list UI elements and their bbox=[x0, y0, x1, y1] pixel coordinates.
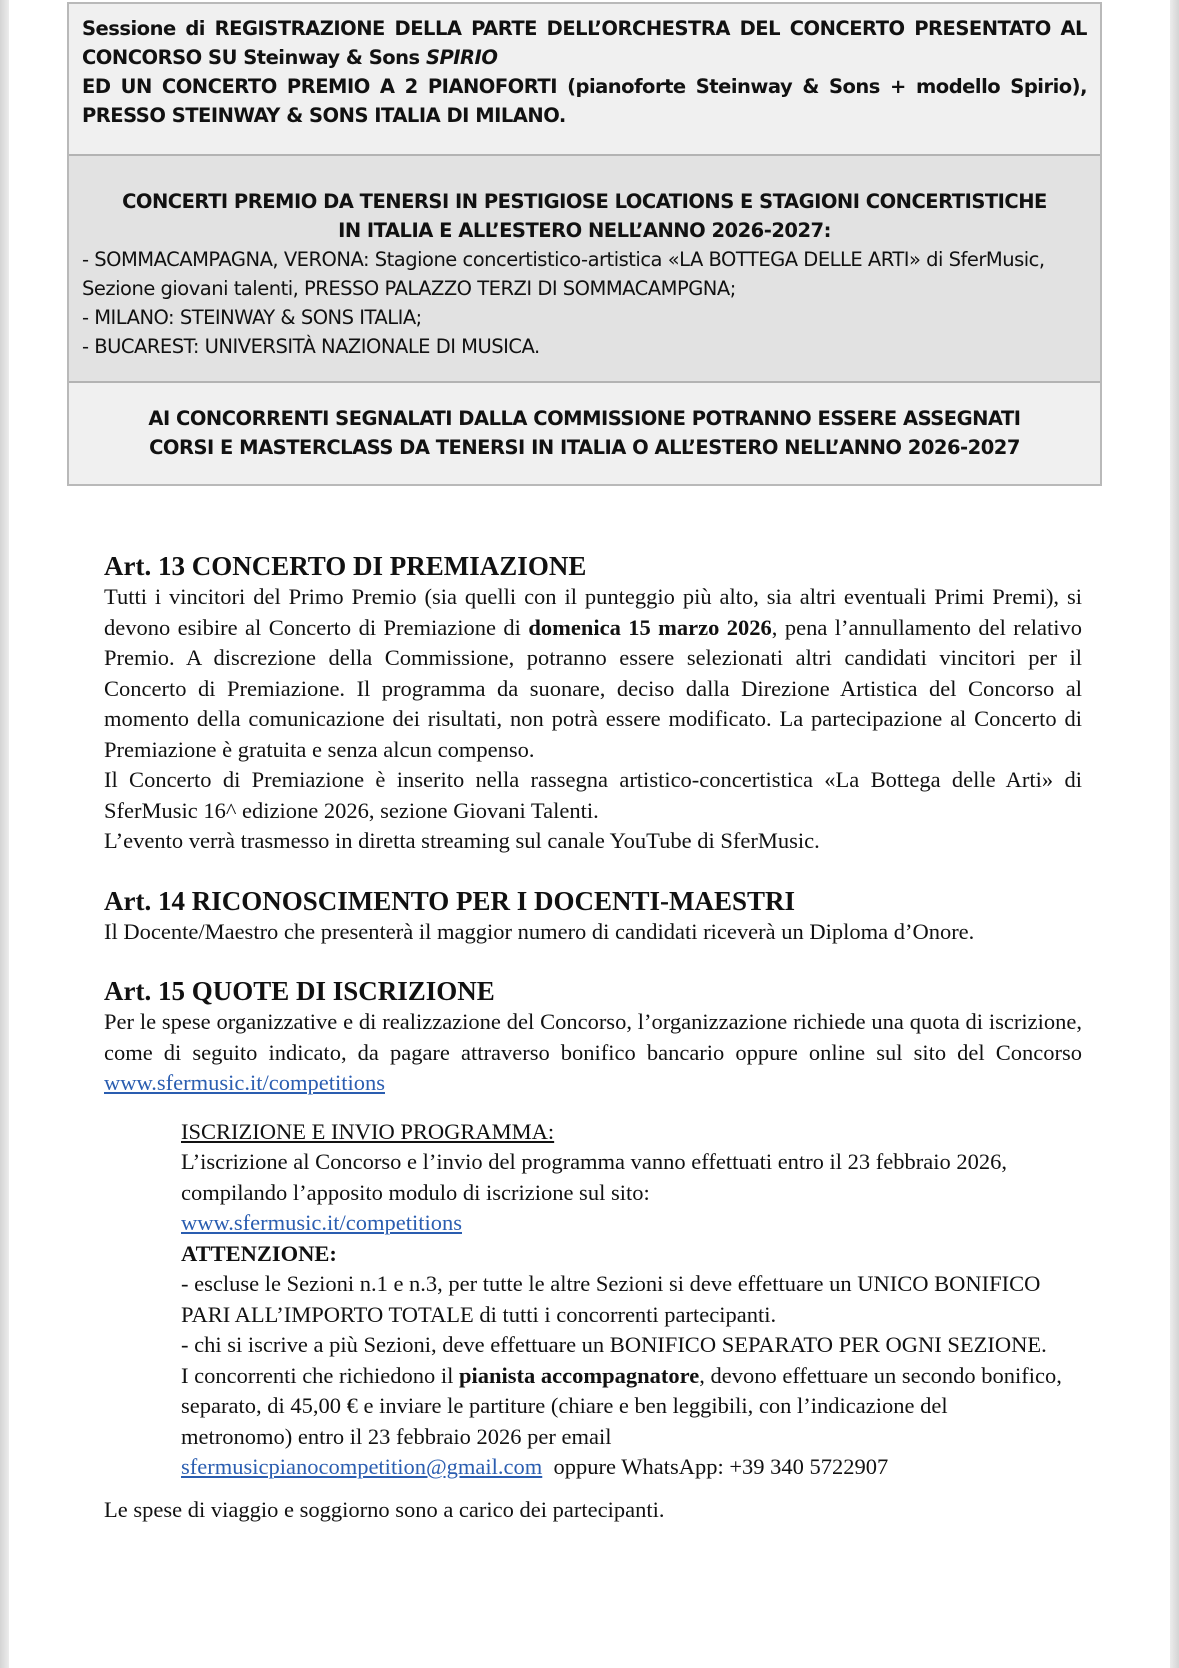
prize-concerts-box bbox=[69, 156, 1100, 383]
article-15-paragraph-1 bbox=[104, 1007, 1082, 1099]
masterclass-line-1: AI CONCORRENTI SEGNALATI DALLA COMMISSIONE POTRANNO ESSERE ASSEGNATI bbox=[148, 407, 1021, 430]
prize-concerts-heading-1: CONCERTI PREMIO DA TENERSI IN PESTIGIOSE LOCATIONS E STAGIONI CONCERTISTICHE bbox=[122, 190, 1047, 213]
attention-bullet-2: - chi si iscrive a più Sezioni, deve effettuare un BONIFICO SEPARATO PER OGNI SEZIONE. bbox=[181, 1332, 1047, 1357]
recording-session-box bbox=[69, 4, 1100, 156]
closing-paragraph: Le spese di viaggio e soggiorno sono a carico dei partecipanti. bbox=[104, 1496, 665, 1522]
spacer bbox=[104, 1099, 1082, 1117]
spacer bbox=[104, 1483, 1082, 1495]
page-edge-right bbox=[1170, 0, 1179, 1668]
article-14-title: Art. 14 RICONOSCIMENTO PER I DOCENTI-MAESTRI bbox=[104, 885, 796, 916]
text-spirio: SPIRIO bbox=[425, 46, 498, 69]
article-15-title: Art. 15 QUOTE DI ISCRIZIONE bbox=[104, 976, 495, 1006]
text: , devono effettuare un secondo bonifico, separato, di 45,00 € e inviare le partiture (chiare e ben leggibili, con l’indicazione del metronomo) entro il 23 febbraio 2026 per email bbox=[181, 1362, 1062, 1449]
article-15 bbox=[104, 975, 1082, 1525]
article-14-paragraph-1: Il Docente/Maestro che presenterà il maggior numero di candidati riceverà un Diploma d’Onore. bbox=[104, 918, 975, 944]
registration-paragraph: L’iscrizione al Concorso e l’invio del programma vanno effettuati entro il 23 febbraio 2026, compilando l’apposito modulo di iscrizione sul sito: bbox=[181, 1149, 1008, 1205]
article-13-paragraph-1 bbox=[104, 582, 1082, 765]
article-13-title: Art. 13 CONCERTO DI PREMIAZIONE bbox=[104, 551, 587, 581]
competitions-link[interactable]: www.sfermusic.it/competitions bbox=[104, 1070, 385, 1095]
article-13-paragraph-3: L’evento verrà trasmesso in diretta streaming sul canale YouTube di SferMusic. bbox=[104, 828, 820, 853]
prize-location-item: - MILANO: STEINWAY & SONS ITALIA; bbox=[82, 306, 422, 329]
masterclass-box bbox=[69, 383, 1100, 484]
prize-concerts-heading-2: IN ITALIA E ALL’ESTERO NELL’ANNO 2026-2027: bbox=[338, 219, 831, 242]
spacer bbox=[104, 947, 1082, 975]
recording-session-text bbox=[82, 14, 1087, 72]
whatsapp-contact: oppure WhatsApp: +39 340 5722907 bbox=[542, 1454, 889, 1479]
text: Per le spese organizzative e di realizzazione del Concorso, l’organizzazione richiede una quota di iscrizione, come di seguito indicato, da pagare attraverso bonifico bancario oppure online sul sito del Concorso bbox=[104, 1009, 1082, 1065]
accompanist-label: pianista accompagnatore bbox=[459, 1362, 700, 1388]
document-body bbox=[104, 550, 1082, 1525]
registration-link-line bbox=[181, 1208, 1062, 1239]
email-link[interactable]: sfermusicpianocompetition@gmail.com bbox=[181, 1454, 543, 1479]
registration-subsection bbox=[104, 1117, 1082, 1483]
contact-line bbox=[181, 1452, 1062, 1483]
text: I concorrenti che richiedono il bbox=[181, 1362, 460, 1388]
text: , pena l’annullamento del relativo Premio. A discrezione della Commissione, potranno essere selezionati altri candidati vincitori per il Concerto di Premiazione. Il programma da suonare, deciso dalla Direzione Artistica del Concorso al momento della comunicazione dei risultati, non potrà essere modificato. La partecipazione al Concerto di Premiazione è gratuita e senza alcun compenso. bbox=[104, 614, 1082, 762]
text-prefix: Sessione di bbox=[82, 17, 215, 40]
accompanist-paragraph bbox=[181, 1361, 1062, 1453]
masterclass-line-2: CORSI E MASTERCLASS DA TENERSI IN ITALIA O ALL’ESTERO NELL’ANNO 2026-2027 bbox=[149, 436, 1020, 459]
article-14 bbox=[104, 885, 1082, 948]
attention-label: ATTENZIONE: bbox=[181, 1240, 337, 1266]
registration-heading: ISCRIZIONE E INVIO PROGRAMMA: bbox=[181, 1118, 555, 1144]
prize-boxes bbox=[67, 2, 1102, 486]
spacer bbox=[104, 857, 1082, 885]
page-edge-left bbox=[0, 0, 9, 1668]
prize-location-item: - SOMMACAMPAGNA, VERONA: Stagione concertistico-artistica «LA BOTTEGA DELLE ARTI» di SferMusic, Sezione giovani talenti, PRESSO PALAZZO TERZI DI SOMMACAMPGNA; bbox=[82, 248, 1045, 300]
text: Tutti i vincitori del Primo Premio (sia quelli con il punteggio più alto, sia altri eventuali Primi Premi), si devono esibire al Concerto di Premiazione di bbox=[104, 584, 1082, 640]
registration-link[interactable]: www.sfermusic.it/competitions bbox=[181, 1210, 462, 1235]
text-bold: REGISTRAZIONE DELLA PARTE DELL’ORCHESTRA DEL CONCERTO PRESENTATO AL CONCORSO SU bbox=[82, 17, 1087, 69]
article-13-paragraph-2: Il Concerto di Premiazione è inserito nella rassegna artistico-concertistica «La Bottega delle Arti» di SferMusic 16^ edizione 2026, sezione Giovani Talenti. bbox=[104, 767, 1082, 823]
attention-heading bbox=[181, 1239, 1062, 1270]
prize-location-item: - BUCAREST: UNIVERSITÀ NAZIONALE DI MUSICA. bbox=[82, 335, 540, 358]
attention-bullet-1: - escluse le Sezioni n.1 e n.3, per tutte le altre Sezioni si deve effettuare un UNICO BONIFICO PARI ALL’IMPORTO TOTALE di tutti i concorrenti partecipanti. bbox=[181, 1271, 1041, 1327]
article-13 bbox=[104, 550, 1082, 857]
text-brand: Steinway & Sons bbox=[243, 46, 426, 69]
concert-date: domenica 15 marzo 2026 bbox=[528, 614, 772, 640]
recording-session-text-2: ED UN CONCERTO PREMIO A 2 PIANOFORTI (pianoforte Steinway & Sons + modello Spirio), PRESSO STEINWAY & SONS ITALIA DI MILANO. bbox=[82, 75, 1087, 127]
